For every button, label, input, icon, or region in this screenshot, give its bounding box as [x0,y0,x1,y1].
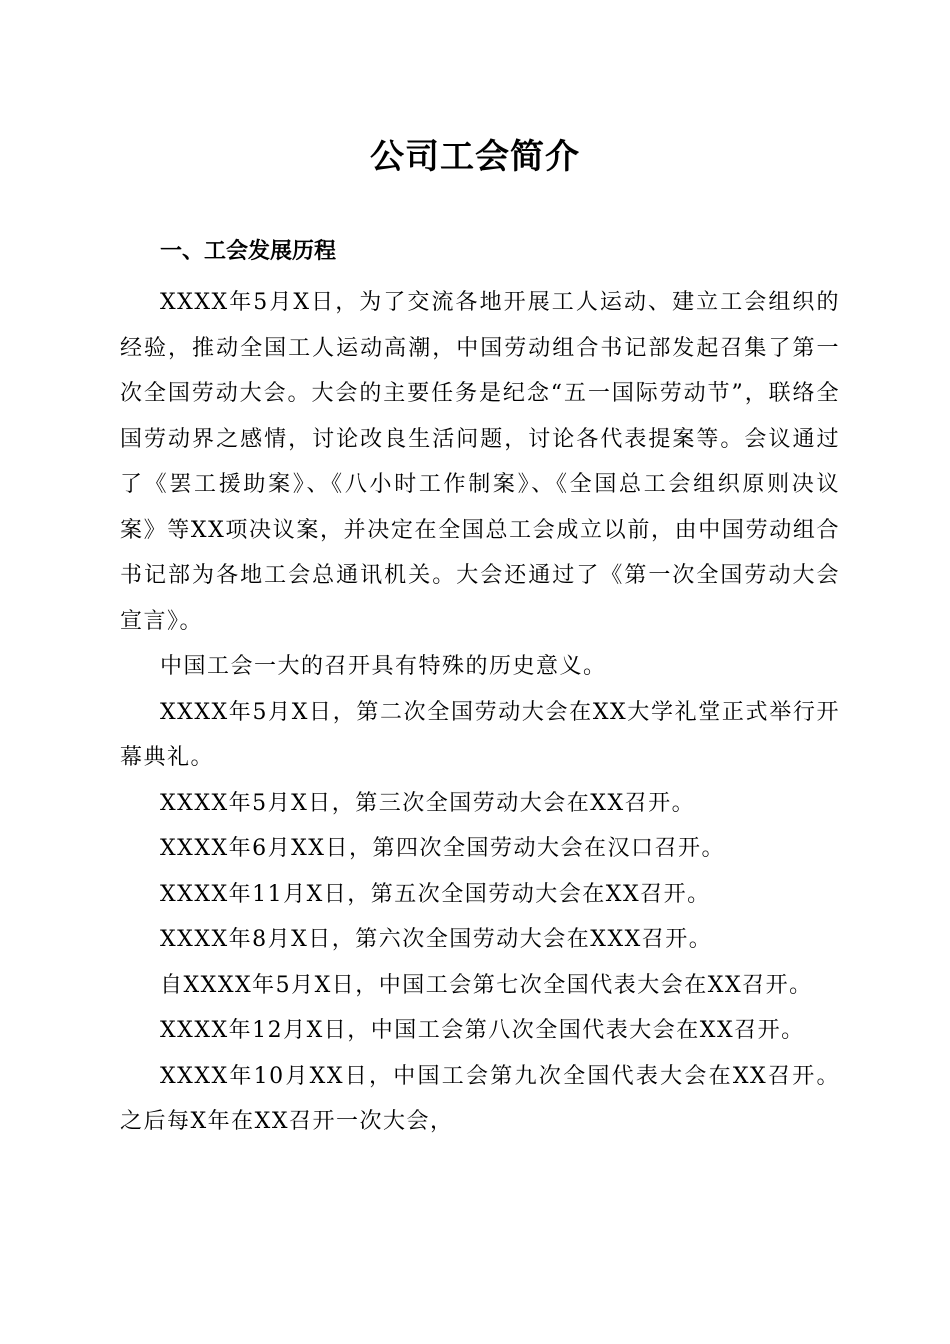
paragraph-first-congress: XXXX年5月X日，为了交流各地开展工人运动、建立工会组织的经验，推动全国工人运动高潮，中国劳动组合书记部发起召集了第一次全国劳动大会。大会的主要任务是纪念“五一国际劳动节”，联络全国劳动界之感情，讨论改良生活问题，讨论各代表提案等。会议通过了《罢工援助案》、《八小时工作制案》、《全国总工会组织原则决议案》等XX项决议案，并决定在全国总工会成立以前，由中国劳动组合书记部为各地工会总通讯机关。大会还通过了《第一次全国劳动大会宣言》。 [120,290,840,634]
paragraph-fourth-congress: XXXX年6月XX日，第四次全国劳动大会在汉口召开。 [160,836,725,861]
page-title: 公司工会简介 [370,137,580,177]
body-text [120,280,840,1145]
paragraph-second-congress: XXXX年5月X日，第二次全国劳动大会在XX大学礼堂正式举行开幕典礼。 [120,699,840,770]
paragraph-significance: 中国工会一大的召开具有特殊的历史意义。 [160,654,607,679]
paragraph-third-congress: XXXX年5月X日，第三次全国劳动大会在XX召开。 [160,790,696,816]
paragraph-eighth-congress: XXXX年12月X日，中国工会第八次全国代表大会在XX召开。 [160,1018,805,1043]
paragraph-seventh-congress: 自XXXX年5月X日，中国工会第七次全国代表大会在XX召开。 [160,972,813,998]
paragraph-ninth-congress: XXXX年10月XX日，中国工会第九次全国代表大会在XX召开。之后每X年在XX召开一次大会， [120,1063,840,1134]
paragraph-sixth-congress: XXXX年8月X日，第六次全国劳动大会在XXX召开。 [160,927,713,952]
paragraph-fifth-congress: XXXX年11月X日，第五次全国劳动大会在XX召开。 [160,881,711,907]
section-heading: 一、工会发展历程 [160,239,337,264]
